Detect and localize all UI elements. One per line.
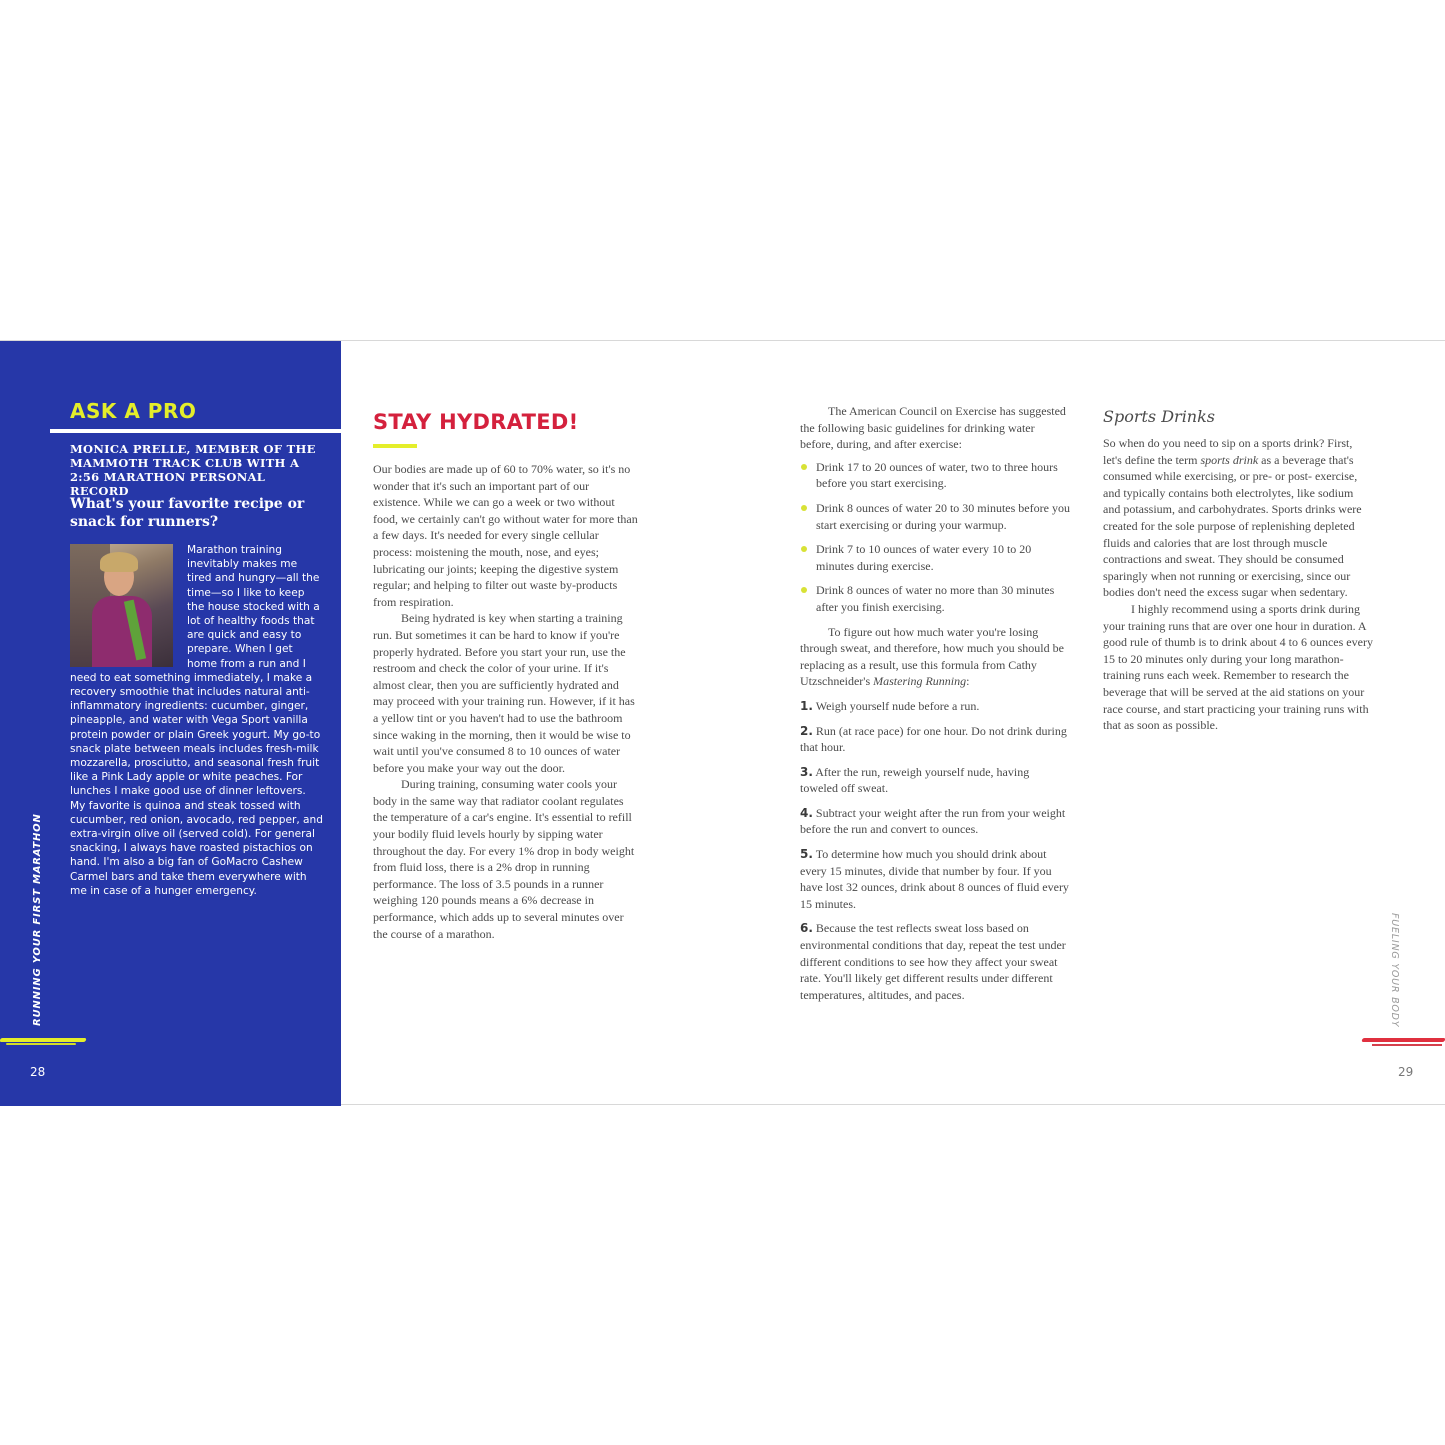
paragraph: During training, consuming water cools your body in the same way that radiator coolant regulates the temperature of a car's engine. It's essential to refill your bodily fluid levels hourly by sipping water throughout the day. For every 1% drop in body weight from fluid loss, there is a 2% drop in running performance. The loss of 3.5 pounds in a runner weighing 120 pounds means a 6% decrease in performance, which adds up to several minutes over the course of a marathon. [373,777,635,941]
brush-stroke-red-2 [1372,1044,1442,1046]
running-head-right: FUELING YOUR BODY [1389,913,1400,1028]
list-item: Drink 8 ounces of water 20 to 30 minutes before you start exercising or during your warmup. [800,500,1070,533]
paragraph: Our bodies are made up of 60 to 70% water, so it's no wonder that it's such an important part of our existence. While we can go a week or two without food, we certainly can't go without water for more than a few days. It's needed for every single cellular process: moistening the mouth, nose, and eyes; lubricating our joints; keeping the digestive system regular; and helping to filter out waste by-products from respiration. [373,462,638,609]
interview-question: What's your favorite recipe or snack for runners? [70,496,305,530]
ask-a-pro-panel [0,341,341,1106]
ask-a-pro-title: ASK A PRO [70,399,197,423]
interview-answer: Marathon training inevitably makes me tired and hungry—all the time—so I like to keep the house stocked with a lot of healthy foods that are quick and easy to prepare. When I get home from a run and I need to eat something immediately, I make a recovery smoothie that includes natural anti-inflammatory ingredients: cucumber, ginger, pineapple, and water with Vega Sport vanilla protein powder or plain Greek yogurt. My go-to snack plate between meals includes fresh-milk mozzarella, prosciutto, and seasonal fresh fruit like a Pink Lady apple or white peaches. For lunches I make good use of dinner leftovers. My favorite is quinoa and steak tossed with cucumber, red onion, avocado, red pepper, and extra-virgin olive oil (served cold). For general snacking, I always have roasted pistachios on hand. I'm also a big fan of GoMacro Cashew Carmel bars and take them everywhere with me in case of a hunger emergency. [70,544,323,897]
list-item: 1. Weigh yourself nude before a run. [800,698,980,713]
bullet-dot-icon [801,587,807,593]
stay-hydrated-column [373,461,639,942]
running-head-left: RUNNING YOUR FIRST MARATHON [32,813,43,1026]
bullet-dot-icon [801,546,807,552]
list-item: Drink 7 to 10 ounces of water every 10 to 20 minutes during exercise. [800,541,1070,574]
guidelines-list [800,459,1070,616]
list-item: Drink 17 to 20 ounces of water, two to three hours before you start exercising. [800,459,1070,492]
bullet-dot-icon [801,505,807,511]
brush-stroke-red [1361,1038,1445,1042]
stay-hydrated-title: STAY HYDRATED! [373,410,579,434]
paragraph: So when do you need to sip on a sports drink? First, let's define the term sports drink as a beverage that's consumed while exercising, or pre- or post- exercise, and typically contains both electrolytes, like sodium and potassium, and carbohydrates. Sports drinks were created for the sole purpose of replenishing depleted fluids and calories that are lost through muscle contractions and sweat. They should be consumed sparingly when not running or exercising, since our bodies don't need the excess sugar when sedentary. [1103,436,1362,600]
stay-hydrated-rule [373,444,417,448]
paragraph: Being hydrated is key when starting a training run. But sometimes it can be hard to know if you're properly hydrated. Before you start your run, use the restroom and check the color of your urine. If it's almost clear, then you are sufficiently hydrated and may proceed with your training run. However, if it has a yellow tint or you haven't had to use the bathroom since waking in the morning, then it would be wise to wait until you've consumed 8 to 10 ounces of water before you make your way out the door. [373,611,635,775]
list-item: 6. Because the test reflects sweat loss based on environmental conditions that day, repeat the test under different conditions to see how they affect your sweat rate. You'll likely get different results under different temperatures, altitudes, and paces. [800,921,1066,1002]
brush-stroke-yellow [0,1038,87,1042]
list-item: Drink 8 ounces of water no more than 30 minutes after you finish exercising. [800,582,1070,615]
sports-drinks-column [1103,435,1373,734]
paragraph: I highly recommend using a sports drink during your training runs that are over one hour in duration. A good rule of thumb is to drink about 4 to 6 ounces every 15 to 20 minutes only during your long marathon-training runs each week. Remember to research the beverage that will be served at the aid stations on your race course, and start practicing your training runs with that as soon as possible. [1103,601,1373,733]
list-item: 4. Subtract your weight after the run from your weight before the run and convert to ounces. [800,805,1066,837]
formula-steps [800,698,1070,1004]
runner-photo [70,544,173,667]
list-item: 2. Run (at race pace) for one hour. Do not drink during that hour. [800,723,1067,755]
book-title: Mastering Running [873,674,967,689]
guidelines-column [800,403,1070,1011]
formula-intro: To figure out how much water you're losing through sweat, and therefore, how much you should be replacing as a result, use this formula from Cathy Utzschneider's Mastering Running: [800,624,1064,689]
page-number-right: 29 [1398,1065,1414,1079]
list-item: 3. After the run, reweigh yourself nude, having toweled off sweat. [800,764,1030,796]
interview-answer-block [70,543,324,898]
brush-stroke-yellow-2 [6,1043,76,1045]
page-number-left: 28 [30,1065,46,1079]
sports-drinks-title: Sports Drinks [1103,407,1216,426]
title-rule [50,429,341,433]
book-spread [0,340,1445,1105]
pro-name: MONICA PRELLE, MEMBER OF THE MAMMOTH TRACK CLUB WITH A 2:56 MARATHON PERSONAL RECORD [70,442,316,498]
bullet-dot-icon [801,464,807,470]
list-item: 5. To determine how much you should drink about every 15 minutes, divide that number by four. If you have lost 32 ounces, drink about 8 ounces of fluid every 15 minutes. [800,847,1069,911]
guidelines-intro: The American Council on Exercise has suggested the following basic guidelines for drinking water before, during, and after exercise: [800,404,1066,452]
